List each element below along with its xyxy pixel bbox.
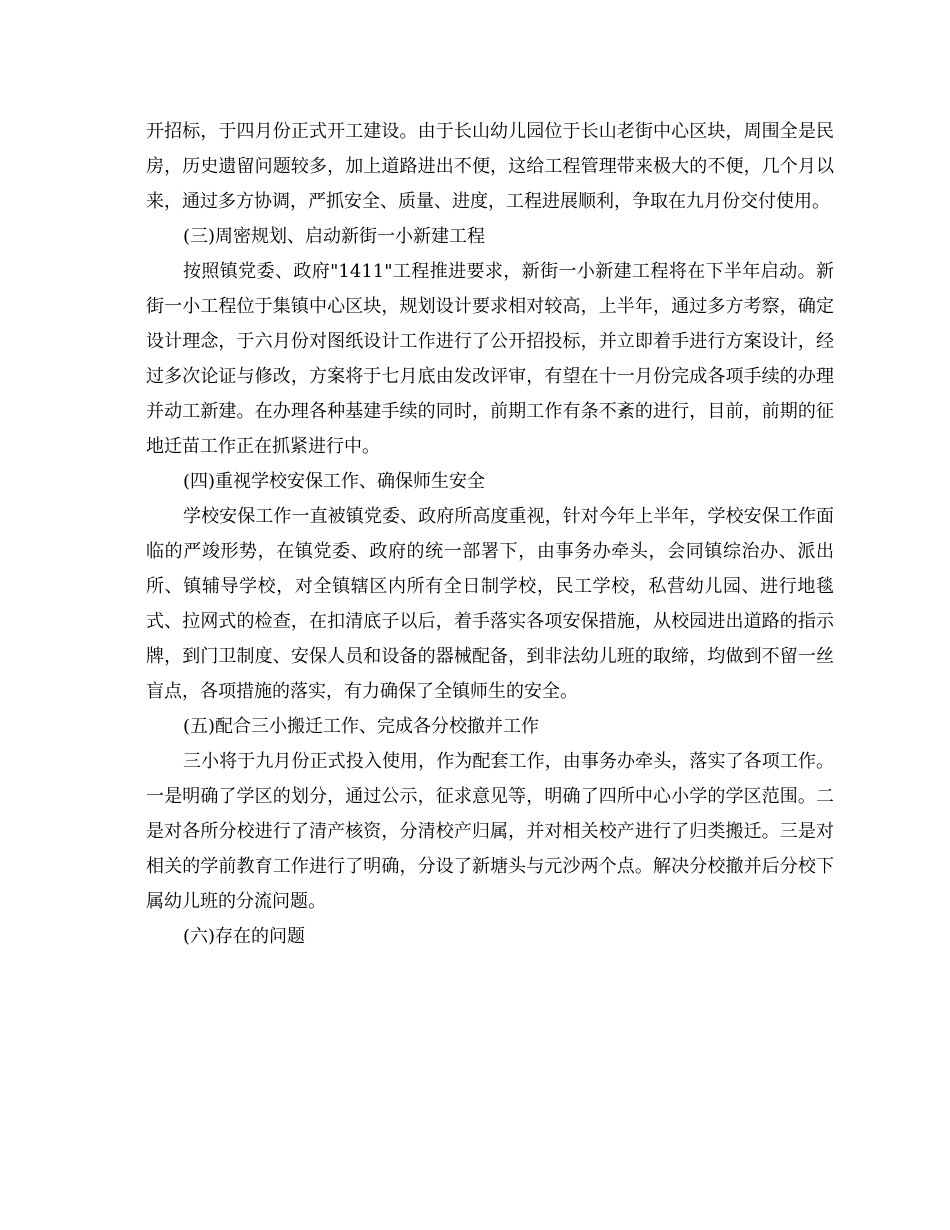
paragraph-continued: 开招标，于四月份正式开工建设。由于长山幼儿园位于长山老街中心区块，周围全是民房，历史遗留问题较多，加上道路进出不便，这给工程管理带来极大的不便，几个月以来，通过多方协调，严抓安全、质量、进度，工程进展顺利，争取在九月份交付使用。 bbox=[146, 121, 834, 212]
section-heading-4: (四)重视学校安保工作、确保师生安全 bbox=[183, 471, 486, 492]
document-body bbox=[146, 114, 834, 954]
section-heading-3: (三)周密规划、启动新街一小新建工程 bbox=[183, 226, 486, 247]
paragraph-section-4: 学校安保工作一直被镇党委、政府所高度重视，针对今年上半年，学校安保工作面临的严竣形势，在镇党委、政府的统一部署下，由事务办牵头，会同镇综治办、派出所、镇辅导学校，对全镇辖区内所有全日制学校，民工学校，私营幼儿园、进行地毯式、拉网式的检查，在扣清底子以后，着手落实各项安保措施，从校园进出道路的指示牌，到门卫制度、安保人员和设备的器械配备，到非法幼儿班的取缔，均做到不留一丝盲点，各项措施的落实，有力确保了全镇师生的安全。 bbox=[146, 506, 834, 702]
section-heading-6: (六)存在的问题 bbox=[183, 926, 306, 947]
paragraph-section-3: 按照镇党委、政府"1411"工程推进要求，新街一小新建工程将在下半年启动。新街一小工程位于集镇中心区块，规划设计要求相对较高，上半年，通过多方考察，确定设计理念，于六月份对图纸设计工作进行了公开招投标，并立即着手进行方案设计，经过多次论证与修改，方案将于七月底由发改评审，有望在十一月份完成各项手续的办理并动工新建。在办理各种基建手续的同时，前期工作有条不紊的进行，目前，前期的征地迁苗工作正在抓紧进行中。 bbox=[146, 261, 834, 457]
section-heading-5: (五)配合三小搬迁工作、完成各分校撤并工作 bbox=[183, 716, 540, 737]
paragraph-section-5: 三小将于九月份正式投入使用，作为配套工作，由事务办牵头，落实了各项工作。一是明确了学区的划分，通过公示，征求意见等，明确了四所中心小学的学区范围。二是对各所分校进行了清产核资，分清校产归属，并对相关校产进行了归类搬迁。三是对相关的学前教育工作进行了明确，分设了新塘头与元沙两个点。解决分校撤并后分校下属幼儿班的分流问题。 bbox=[146, 751, 834, 912]
